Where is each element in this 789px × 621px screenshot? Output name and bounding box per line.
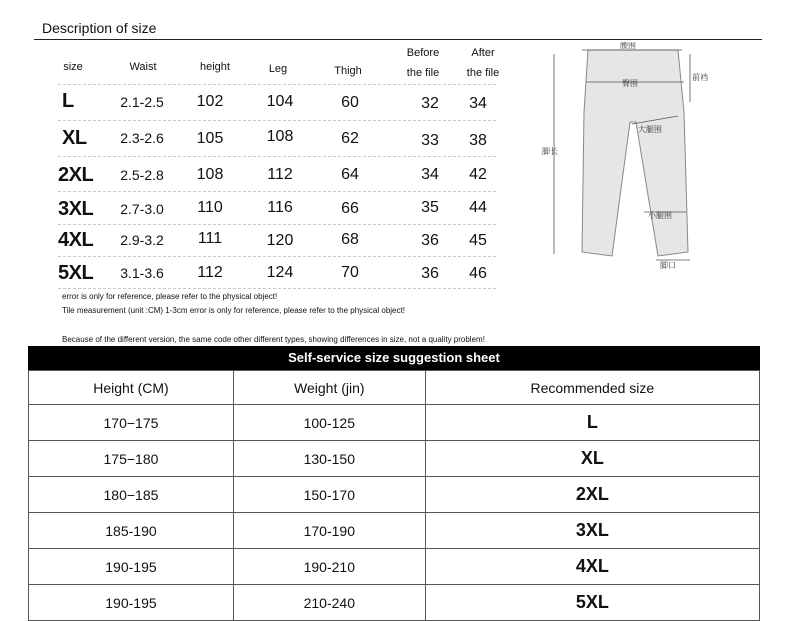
suggestion-sheet-title: Self-service size suggestion sheet: [28, 346, 760, 370]
row-divider: [58, 256, 496, 257]
cell-after: 46: [469, 265, 487, 282]
cell-before: 35: [421, 199, 439, 216]
cell-waist: 3.1-3.6: [120, 265, 164, 281]
cell-size: L: [62, 90, 74, 112]
header-height-cm: Height (CM): [29, 371, 234, 405]
header-before-line1: Before: [406, 47, 440, 59]
cell-before: 34: [421, 166, 439, 183]
table-row: [29, 549, 760, 585]
cell-size: 4XL: [58, 229, 94, 251]
cell-thigh: 68: [341, 231, 359, 248]
cell-leg: 112: [267, 166, 293, 183]
cell-after: 45: [469, 232, 487, 249]
header-height: height: [200, 61, 230, 73]
cell-recommended-size: 5XL: [425, 585, 759, 621]
table-row: [29, 477, 760, 513]
cell-leg: 120: [266, 232, 294, 249]
suggestion-table: [28, 370, 760, 621]
cell-height-range: 185-190: [29, 513, 234, 549]
cell-size: XL: [62, 127, 87, 149]
cell-thigh: 70: [341, 264, 359, 281]
cell-recommended-size: 2XL: [425, 477, 759, 513]
header-after-line1: After: [471, 47, 495, 59]
row-divider: [58, 224, 496, 225]
cell-waist: 2.3-2.6: [120, 130, 164, 146]
cell-height: 102: [196, 93, 224, 110]
table-row: [29, 441, 760, 477]
cell-size: 3XL: [58, 198, 94, 220]
cell-after: 44: [469, 199, 487, 216]
cell-waist: 2.7-3.0: [120, 201, 164, 217]
cell-after: 42: [469, 166, 487, 183]
label-hem: 脚口: [660, 261, 676, 270]
cell-height: 111: [197, 230, 223, 247]
cell-after: 34: [469, 95, 487, 112]
cell-before: 32: [421, 95, 439, 112]
cell-recommended-size: 3XL: [425, 513, 759, 549]
header-waist: Waist: [129, 61, 157, 73]
label-thigh: 大腿围: [638, 125, 662, 134]
cell-weight-range: 150-170: [233, 477, 425, 513]
cell-waist: 2.1-2.5: [120, 94, 164, 110]
cell-leg: 104: [266, 93, 294, 110]
table-row: [29, 405, 760, 441]
cell-weight-range: 100-125: [233, 405, 425, 441]
cell-weight-range: 210-240: [233, 585, 425, 621]
header-thigh: Thigh: [334, 65, 362, 77]
title-divider: [34, 39, 762, 40]
page-title: Description of size: [42, 20, 157, 36]
note-measurement: Tile measurement (unit :CM) 1-3cm error is only for reference, please refer to the physical object!: [62, 306, 405, 315]
cell-height: 108: [196, 166, 224, 183]
pants-diagram: [540, 42, 720, 272]
cell-thigh: 62: [341, 130, 359, 147]
note-error: error is only for reference, please refer to the physical object!: [62, 292, 278, 301]
label-length: 脚长: [542, 147, 558, 156]
cell-recommended-size: XL: [425, 441, 759, 477]
cell-recommended-size: L: [425, 405, 759, 441]
cell-thigh: 60: [341, 94, 359, 111]
row-divider: [58, 288, 496, 289]
cell-thigh: 66: [341, 200, 359, 217]
row-divider: [58, 120, 496, 121]
header-recommended-size: Recommended size: [425, 371, 759, 405]
cell-leg: 108: [266, 128, 294, 145]
cell-before: 36: [421, 232, 439, 249]
cell-before: 36: [421, 265, 439, 282]
cell-size: 2XL: [58, 164, 94, 186]
label-waist: 腰围: [620, 42, 636, 50]
header-weight-jin: Weight (jin): [233, 371, 425, 405]
label-hip: 臀围: [622, 79, 638, 88]
cell-height-range: 190-195: [29, 585, 234, 621]
cell-weight-range: 130-150: [233, 441, 425, 477]
table-row: [29, 585, 760, 621]
cell-before: 33: [421, 132, 439, 149]
row-divider: [58, 191, 496, 192]
row-divider: [58, 156, 496, 157]
cell-waist: 2.9-3.2: [120, 232, 164, 248]
cell-recommended-size: 4XL: [425, 549, 759, 585]
cell-thigh: 64: [341, 166, 359, 183]
table-row: [29, 513, 760, 549]
label-front-rise: 前裆: [692, 73, 708, 82]
header-size: size: [63, 61, 83, 73]
cell-leg: 116: [267, 199, 293, 216]
cell-weight-range: 170-190: [233, 513, 425, 549]
cell-weight-range: 190-210: [233, 549, 425, 585]
header-before-line2: the file: [406, 67, 440, 79]
cell-height-range: 175−180: [29, 441, 234, 477]
cell-height-range: 190-195: [29, 549, 234, 585]
cell-height-range: 180−185: [29, 477, 234, 513]
header-leg: Leg: [268, 63, 288, 75]
cell-height: 105: [196, 130, 224, 147]
cell-leg: 124: [266, 264, 294, 281]
row-divider: [58, 84, 496, 85]
header-after-line2: the file: [466, 67, 500, 79]
cell-height: 112: [197, 264, 223, 281]
table-header-row: [29, 371, 760, 405]
cell-height-range: 170−175: [29, 405, 234, 441]
cell-size: 5XL: [58, 262, 94, 284]
cell-height: 110: [197, 199, 223, 216]
label-knee: 小腿围: [648, 211, 672, 220]
cell-after: 38: [469, 132, 487, 149]
cell-waist: 2.5-2.8: [120, 167, 164, 183]
note-version: Because of the different version, the same code other different types, showing differences in size, not a quality problem!: [62, 335, 485, 344]
